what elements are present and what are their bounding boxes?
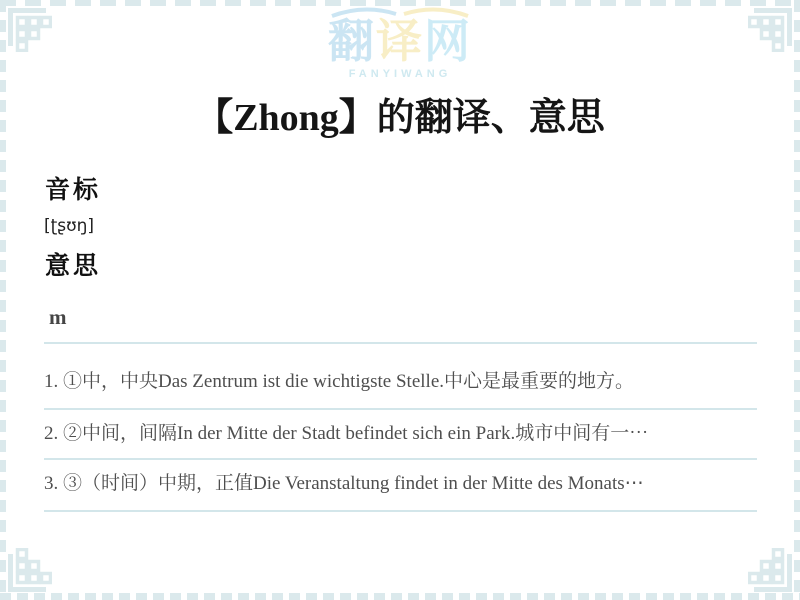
- logo-subtitle: FANYIWANG: [348, 68, 452, 80]
- phonetic-heading: 音标: [45, 177, 102, 204]
- meaning-item: 3. ③（时间）中期，正值Die Veranstaltung findet in der Mitte des Monats⋯: [44, 460, 757, 512]
- meaning-heading: 意思: [45, 253, 102, 280]
- site-logo[interactable]: [280, 2, 520, 80]
- page-border-bottom: [0, 593, 800, 600]
- logo-characters: [280, 17, 520, 67]
- corner-ornament-icon: [748, 0, 800, 52]
- corner-ornament-icon: [0, 548, 52, 600]
- phonetic-value: [ʈʂʊŋ]: [44, 216, 95, 236]
- meanings-list: [44, 342, 757, 512]
- logo-char: 翻: [328, 16, 376, 67]
- page-title: 【Zhong】的翻译、意思: [195, 97, 605, 139]
- meaning-item: 2. ②中间，间隔In der Mitte der Stadt befindet sich ein Park.城市中间有一⋯: [44, 410, 757, 460]
- corner-ornament-icon: [0, 0, 52, 52]
- logo-char: 网: [424, 16, 472, 67]
- part-of-speech-label: m: [49, 305, 67, 329]
- meaning-item: 1. ①中，中央Das Zentrum ist die wichtigste Stelle.中心是最重要的地方。: [44, 344, 757, 410]
- corner-ornament-icon: [748, 548, 800, 600]
- logo-char: 译: [376, 16, 424, 67]
